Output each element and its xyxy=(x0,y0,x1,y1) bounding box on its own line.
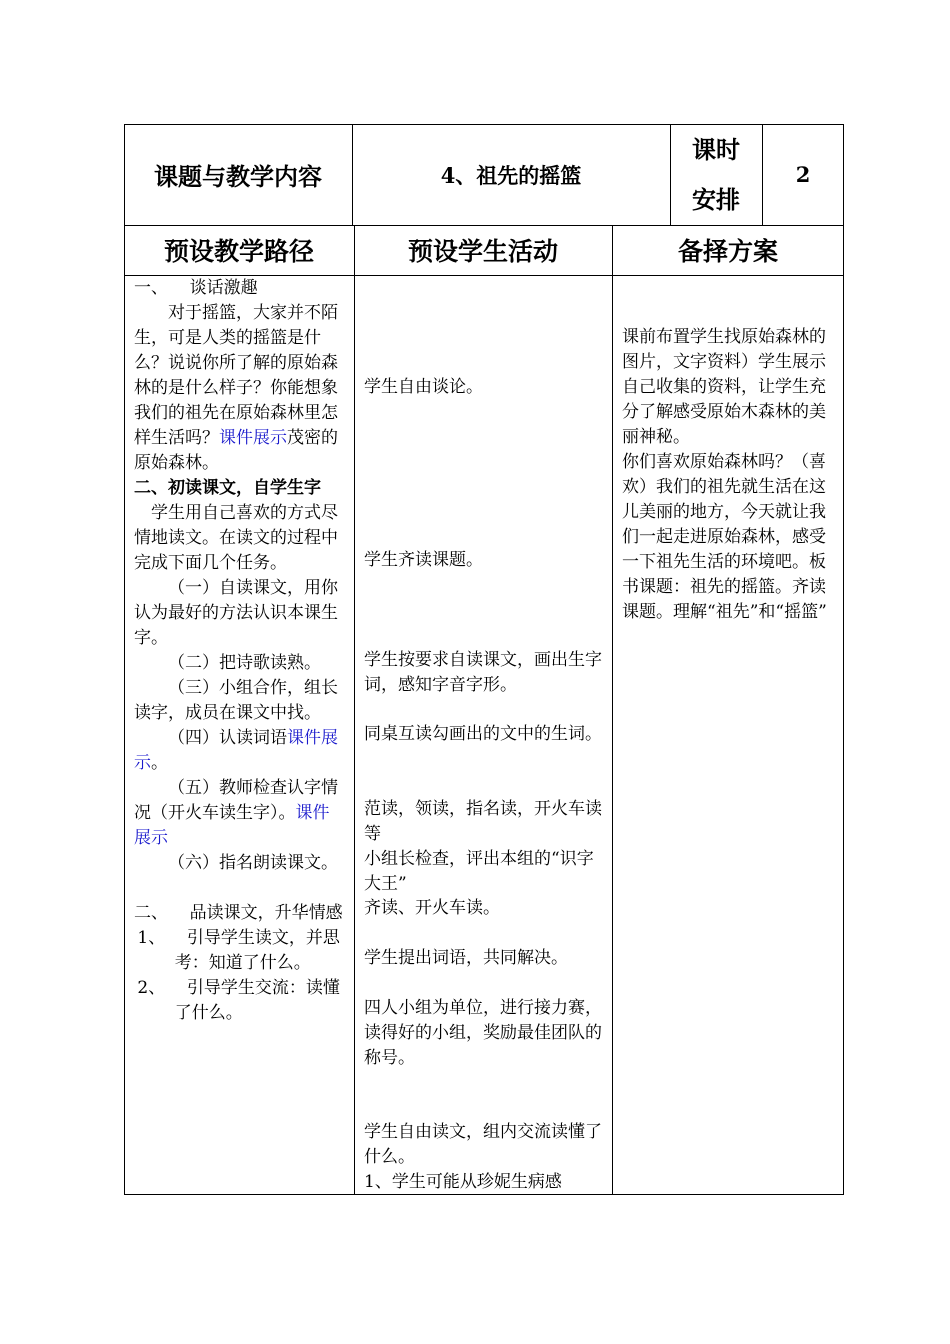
topic-label: 课题与教学内容 xyxy=(154,163,322,191)
section1-text xyxy=(134,301,346,476)
period-label-line1: 课时 xyxy=(692,135,740,164)
activity-1: 学生自由谈论。 xyxy=(364,377,483,397)
section1-title: 一、 谈话激趣 xyxy=(134,278,258,298)
task-5-text: （五）教师检查认字情况（开火车读生字）。 xyxy=(134,778,338,823)
column-header-student-activity: 预设学生活动 xyxy=(407,237,558,266)
section1-tail: 茂密的原始森林。 xyxy=(134,428,338,473)
task-5 xyxy=(134,776,346,851)
column-divider-1 xyxy=(354,225,355,1195)
activity-11: 1、学生可能从珍妮生病感 xyxy=(364,1172,562,1192)
column-header-teaching-path: 预设教学路径 xyxy=(163,237,314,266)
plan-paragraph-1: 课前布置学生找原始森林的图片，文字资料）学生展示自己收集的资料，让学生充分了解感受原始木森林的美丽神秘。 xyxy=(622,327,826,447)
section3-item-1: 1、 引导学生读文，并思考：知道了什么。 xyxy=(137,928,340,973)
task-3: （三）小组合作，组长读字，成员在课文中找。 xyxy=(134,678,338,723)
period-value: 2 xyxy=(795,162,811,187)
column-divider-2 xyxy=(612,225,613,1195)
lesson-title: 4、祖先的摇篮 xyxy=(440,162,582,188)
task-4-text: （四）认读词语 xyxy=(168,728,287,748)
period-label-line2: 安排 xyxy=(692,185,740,214)
activity-4: 同桌互读勾画出的文中的生词。 xyxy=(364,724,602,744)
task-1: （一）自读课文，用你认为最好的方法认识本课生字。 xyxy=(134,578,338,648)
section3-title: 二、 品读课文，升华情感 xyxy=(134,903,343,923)
activity-3: 学生按要求自读课文，画出生字词，感知字音字形。 xyxy=(364,650,602,695)
alternative-plan-cell xyxy=(622,325,834,625)
blank-line xyxy=(134,876,346,901)
section1-courseware-link[interactable]: 课件展示 xyxy=(219,428,287,448)
activity-5: 范读，领读，指名读，开火车读等 xyxy=(364,799,602,844)
task-5-courseware-link[interactable]: 课件展示 xyxy=(134,803,330,848)
task-4-tail: 。 xyxy=(151,753,168,773)
activity-8: 学生提出词语，共同解决。 xyxy=(364,948,568,968)
task-6: （六）指名朗读课文。 xyxy=(168,853,338,873)
activity-10: 学生自由读文，组内交流读懂了什么。 xyxy=(364,1122,602,1167)
section3-item-2: 2、 引导学生交流：读懂了什么。 xyxy=(137,978,340,1023)
period-label xyxy=(670,124,762,225)
activity-7: 齐读、开火车读。 xyxy=(364,898,500,918)
activity-9: 四人小组为单位，进行接力赛，读得好的小组，奖励最佳团队的称号。 xyxy=(364,998,602,1068)
plan-paragraph-2: 你们喜欢原始森林吗？（喜欢）我们的祖先就生活在这儿美丽的地方，今天就让我们一起走进原始森林，感受一下祖先生活的环境吧。板书课题：祖先的摇篮。齐读课题。理解“祖先”和“摇篮” xyxy=(622,452,827,622)
section2-text: 学生用自己喜欢的方式尽情地读文。在读文的过程中完成下面几个任务。 xyxy=(134,503,338,573)
section2-title: 二、初读课文，自学生字 xyxy=(134,478,321,498)
activity-2: 学生齐读课题。 xyxy=(364,550,483,570)
task-4 xyxy=(134,726,346,776)
task-4-courseware-link[interactable]: 课件展示 xyxy=(134,728,338,773)
task-2: （二）把诗歌读熟。 xyxy=(168,653,321,673)
column-header-alternative-plan: 备择方案 xyxy=(677,237,778,266)
activity-6: 小组长检查，评出本组的“识字大王” xyxy=(364,849,594,894)
section1-body: 对于摇篮，大家并不陌生，可是人类的摇篮是什么？说说你所了解的原始森林的是什么样子？你能想象我们的祖先在原始森林里怎样生活吗？ xyxy=(134,303,338,448)
teaching-path-cell xyxy=(134,276,346,1026)
